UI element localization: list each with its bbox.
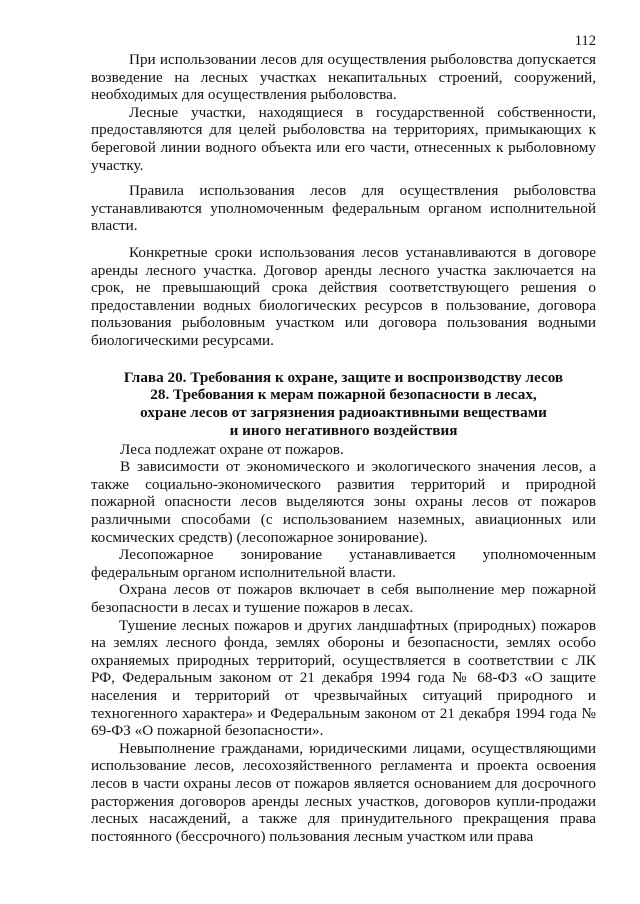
paragraph-fire-suppression: Тушение лесных пожаров и других ландшафтных (природных) пожаров на землях лесного фонда, землях обороны и безопасности, землях особо охраняемых природных территорий, осуществляется в соответствии с ЛК РФ, Федеральным законом от 21 декабря 1994 года № 68-ФЗ «О защите населения и территорий от чрезвычайных ситуаций природного и техногенного характера» и Федеральным законом от 21 декабря 1994 года № 69-ФЗ «О пожарной безопасности». (91, 616, 596, 740)
page-content (91, 51, 596, 845)
paragraph-noncompliance: Невыполнение гражданами, юридическими лицами, осуществляющими использование лесов, лесохозяйственного регламента и проекта освоения лесов в части охраны лесов от пожаров является основанием для досрочного расторжения договоров аренды лесных участков, договоров купли-продажи лесных насаждений, а также для принудительного прекращения права постоянного (бессрочного) пользования лесным участком или права (91, 739, 596, 845)
paragraph-fire-measures: Охрана лесов от пожаров включает в себя выполнение мер пожарной безопасности в лесах и тушение пожаров в лесах. (91, 581, 596, 617)
chapter-heading (91, 369, 596, 440)
paragraph-fishing-plots: Лесные участки, находящиеся в государственной собственности, предоставляются для целей рыболовства на территориях, примыкающих к береговой линии водного объекта или его части, отнесенных к рыболовному участку. (91, 103, 596, 174)
paragraph-fishing-rules: Правила использования лесов для осуществления рыболовства устанавливаются уполномоченным федеральным органом исполнительной власти. (91, 182, 596, 235)
paragraph-fire-zoning: В зависимости от экономического и экологического значения лесов, а также социально-экономического развития территорий и природной пожарной опасности лесов выделяются зоны охраны лесов от пожаров различными способами (с использованием наземных, авиационных или космических средств) (лесопожарное зонирование). (91, 458, 596, 546)
section-title-line-3: и иного негативного воздействия (229, 421, 458, 439)
paragraph-lease-terms: Конкретные сроки использования лесов устанавливаются в договоре аренды лесного участка. Договор аренды лесного участка заключается на срок, не превышающий срока действия соответствующего решения о предоставлении водных биологических ресурсов в пользование, договора пользования рыболовным участком или договора пользования водными биологическими ресурсами. (91, 243, 596, 349)
paragraph-zoning-authority: Лесопожарное зонирование устанавливается уполномоченным федеральным органом исполнительной власти. (91, 546, 596, 581)
section-title-line-2: охране лесов от загрязнения радиоактивными веществами (140, 404, 547, 422)
chapter-title: Глава 20. Требования к охране, защите и воспроизводству лесов (123, 368, 564, 386)
page-number: 112 (574, 33, 596, 49)
paragraph-fishing-buildings: При использовании лесов для осуществления рыболовства допускается возведение на лесных участках некапитальных строений, сооружений, необходимых для осуществления рыболовства. (91, 51, 596, 104)
section-title-line-1: 28. Требования к мерам пожарной безопасности в лесах, (150, 386, 537, 404)
paragraph-fire-protection: Леса подлежат охране от пожаров. (120, 440, 344, 458)
